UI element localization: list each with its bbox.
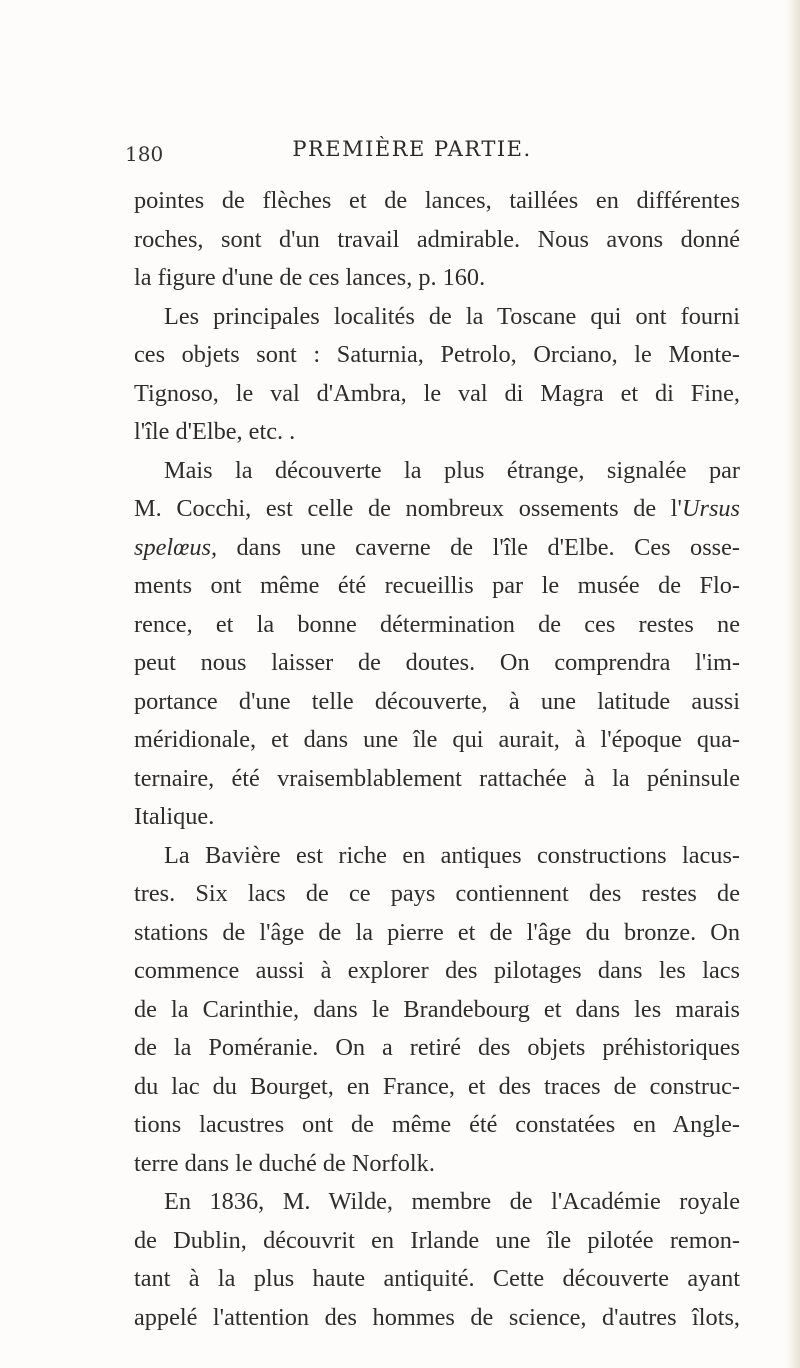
italic-term: Ursus (681, 495, 740, 522)
text-line: ments ont même été recueillis par le musée de Flo- (134, 572, 740, 599)
text-line: la figure d'une de ces lances, p. 160. (134, 264, 486, 291)
text-line: stations de l'âge de la pierre et de l'âge du bronze. On (134, 918, 740, 946)
text-line: portance d'une telle découverte, à une latitude aussi (134, 687, 740, 715)
text-line: de la Carinthie, dans le Brandebourg et dans les marais (134, 995, 740, 1023)
text-line (134, 529, 740, 568)
running-head: PREMIÈRE PARTIE. (292, 137, 532, 161)
text-run: dans une caverne de l'île d'Elbe. Ces osse- (217, 533, 740, 561)
text-line: terre dans le duché de Norfolk. (134, 1149, 435, 1177)
text-line: commence aussi à explorer des pilotages dans les lacs (134, 957, 740, 984)
page-edge-shadow (786, 0, 800, 1368)
text-line: La Bavière est riche en antiques constructions lacus- (164, 841, 740, 869)
text-line: de Dublin, découvrit en Irlande une île pilotée remon- (134, 1226, 740, 1254)
page-number: 180 (125, 142, 164, 166)
text-line: Italique. (134, 803, 215, 830)
italic-term: spelœus, (134, 533, 218, 561)
text-line: En 1836, M. Wilde, membre de l'Académie royale (164, 1188, 740, 1215)
text-line: rence, et la bonne détermination de ces restes ne (134, 610, 740, 638)
text-line: de la Poméranie. On a retiré des objets préhistoriques (134, 1034, 740, 1061)
text-line: pointes de flèches et de lances, taillées en différentes (134, 187, 740, 214)
text-line: l'île d'Elbe, etc. . (134, 418, 296, 445)
text-line: appelé l'attention des hommes de science, d'autres îlots, (134, 1303, 740, 1331)
text-line: du lac du Bourget, en France, et des traces de construc- (134, 1072, 740, 1100)
text-line: ternaire, été vraisemblablement rattachée à la péninsule (134, 764, 740, 792)
text-line: tres. Six lacs de ce pays contiennent des restes de (134, 880, 740, 907)
text-line: tant à la plus haute antiquité. Cette découverte ayant (134, 1265, 740, 1292)
text-line: Les principales localités de la Toscane qui ont fourni (164, 302, 740, 330)
text-line (134, 490, 740, 529)
body-text (134, 182, 740, 1337)
text-line: Tignoso, le val d'Ambra, le val di Magra et di Fine, (134, 379, 740, 407)
text-run: M. Cocchi, est celle de nombreux ossements de l' (134, 495, 682, 522)
text-line: tions lacustres ont de même été constatées en Angle- (134, 1111, 740, 1138)
text-line: méridionale, et dans une île qui aurait, à l'époque qua- (134, 726, 740, 753)
text-line: ces objets sont : Saturnia, Petrolo, Orciano, le Monte- (134, 341, 740, 368)
text-line: roches, sont d'un travail admirable. Nous avons donné (134, 225, 740, 253)
text-line: Mais la découverte la plus étrange, signalée par (164, 456, 740, 484)
text-line: peut nous laisser de doutes. On comprendra l'im- (134, 649, 740, 676)
